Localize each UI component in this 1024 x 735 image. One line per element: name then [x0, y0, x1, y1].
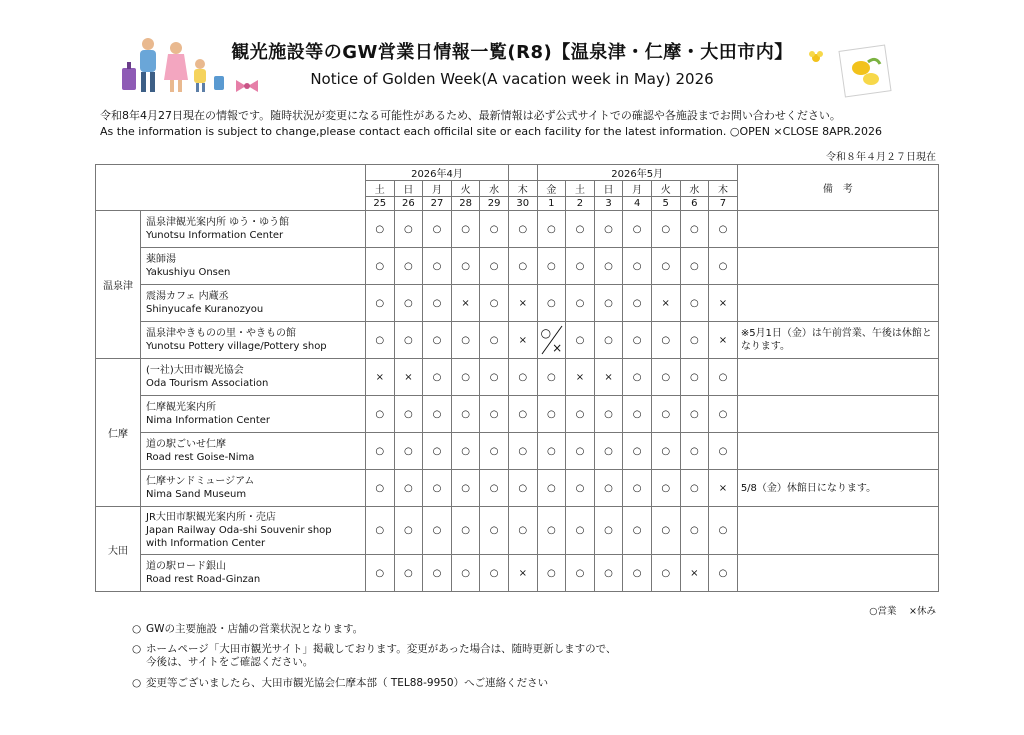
status-mark: ○: [423, 285, 452, 322]
status-mark: ○: [480, 285, 509, 322]
table-row: [96, 359, 939, 396]
status-mark: ○: [594, 211, 623, 248]
blank-header-cell: [96, 165, 366, 211]
status-mark: ○: [451, 248, 480, 285]
status-mark: ○: [680, 470, 709, 507]
facility-name-line: 温泉津観光案内所 ゆう・ゆう館: [146, 217, 290, 228]
status-mark: ○: [480, 433, 509, 470]
status-mark: ○: [651, 211, 680, 248]
may-header: 2026年5月: [537, 165, 737, 181]
bullet-icon: ○: [132, 677, 142, 689]
date-cell: 25: [366, 197, 395, 211]
status-mark: ○: [623, 555, 652, 592]
facility-name-line: Oda Tourism Association: [146, 378, 269, 389]
status-mark: ○: [594, 555, 623, 592]
status-mark: ○: [623, 359, 652, 396]
status-mark: ○: [394, 211, 423, 248]
facility-name: [141, 470, 366, 507]
status-mark: ×: [651, 285, 680, 322]
status-mark: ○: [394, 322, 423, 359]
status-mark: ○: [423, 248, 452, 285]
status-mark: ○: [508, 211, 537, 248]
remark-cell: [737, 555, 938, 592]
table-row: [96, 555, 939, 592]
remarks-header: 備 考: [737, 165, 938, 211]
facility-name-line: Yunotsu Information Center: [146, 230, 284, 241]
bullet-icon: ○: [132, 623, 142, 635]
status-mark: ○: [651, 322, 680, 359]
table-row: [96, 470, 939, 507]
date-cell: 27: [423, 197, 452, 211]
status-mark: ○: [594, 507, 623, 555]
facility-name-line: Japan Railway Oda-shi Souvenir shop: [146, 525, 332, 536]
status-mark: ○: [366, 507, 395, 555]
remark-cell: [737, 396, 938, 433]
status-mark: ○: [508, 507, 537, 555]
status-mark: ○: [480, 396, 509, 433]
status-mark: ○: [709, 211, 738, 248]
status-mark: ○: [366, 248, 395, 285]
status-mark-am: ○: [540, 326, 552, 340]
page-subtitle: Notice of Golden Week(A vacation week in May) 2026: [310, 70, 714, 88]
footer-note-text: 今後は、サイトをご確認ください。: [146, 656, 314, 668]
status-mark: ○: [394, 433, 423, 470]
status-mark: ○: [366, 555, 395, 592]
date-cell: 3: [594, 197, 623, 211]
facility-name: [141, 555, 366, 592]
status-mark: ○: [566, 507, 595, 555]
weekday-cell: 金: [537, 181, 566, 197]
april-header: 2026年4月: [366, 165, 509, 181]
weekday-cell: 木: [508, 181, 537, 197]
status-mark: ○: [451, 359, 480, 396]
status-mark: ×: [508, 322, 537, 359]
status-mark: ○: [623, 396, 652, 433]
status-mark: ○: [709, 359, 738, 396]
table-row: [96, 433, 939, 470]
legend: ○営業 ×休み: [869, 606, 936, 617]
status-mark: ×: [709, 322, 738, 359]
status-mark: ○: [623, 507, 652, 555]
status-mark: ○: [480, 211, 509, 248]
weekday-cell: 水: [480, 181, 509, 197]
status-mark: ○: [594, 322, 623, 359]
footer-note-text: ホームページ「大田市観光サイト」掲載しております。変更があった場合は、随時更新しますので、: [146, 643, 617, 655]
status-mark: ○: [394, 555, 423, 592]
status-mark: ○: [480, 322, 509, 359]
status-mark: ○: [451, 470, 480, 507]
status-mark: ○: [537, 211, 566, 248]
status-mark: ○: [651, 248, 680, 285]
status-mark: ○: [651, 396, 680, 433]
facility-name-line: Road rest Road-Ginzan: [146, 574, 261, 585]
weekday-cell: 土: [366, 181, 395, 197]
status-mark: ○: [651, 433, 680, 470]
status-mark: ○: [651, 555, 680, 592]
table-row: [96, 507, 939, 555]
facility-name-line: 薬師湯: [146, 254, 176, 265]
date-cell: 6: [680, 197, 709, 211]
status-mark: ○: [423, 470, 452, 507]
status-mark: ○: [651, 507, 680, 555]
status-mark: ○: [451, 555, 480, 592]
status-mark: ○: [680, 322, 709, 359]
weekday-cell: 月: [623, 181, 652, 197]
status-mark: ○: [566, 555, 595, 592]
status-mark: ○: [566, 433, 595, 470]
facility-name: [141, 285, 366, 322]
status-mark: ○: [394, 507, 423, 555]
status-mark: ×: [680, 555, 709, 592]
notice-japanese: 令和8年4月27日現在の情報です。随時状況が変更になる可能性があるため、最新情報は必ず公式サイトでの確認や各施設までお問い合わせください。: [100, 109, 841, 122]
facility-name-line: 仁摩サンドミュージアム: [146, 476, 255, 487]
status-mark: ○: [423, 322, 452, 359]
status-mark: ○: [651, 470, 680, 507]
status-mark: ○: [566, 470, 595, 507]
facility-name: [141, 359, 366, 396]
date-cell: 7: [709, 197, 738, 211]
facility-name-line: 震湯カフェ 内蔵丞: [146, 291, 229, 302]
facility-name-line: JR大田市駅観光案内所・売店: [146, 512, 276, 523]
footer-note-text: GWの主要施設・店舗の営業状況となります。: [146, 623, 364, 635]
table-row: [96, 211, 939, 248]
weekday-cell: 火: [451, 181, 480, 197]
notice-english: As the information is subject to change,please contact each officilal site or each facility for the latest information. ○OPEN ×CLOSE 8APR.2026: [100, 125, 883, 138]
status-mark: ×: [394, 359, 423, 396]
status-mark: ○: [508, 248, 537, 285]
status-mark: ○: [651, 359, 680, 396]
status-mark: ○: [394, 285, 423, 322]
facility-name-line: Nima Sand Museum: [146, 489, 247, 500]
status-mark: ○: [623, 211, 652, 248]
remark-cell: [737, 507, 938, 555]
month-header-row: [96, 165, 939, 181]
remark-cell: [737, 211, 938, 248]
status-mark: ○: [451, 433, 480, 470]
status-mark: ×: [709, 470, 738, 507]
status-mark: ○: [680, 507, 709, 555]
weekday-cell: 水: [680, 181, 709, 197]
facility-name-line: 道の駅ごいせ仁摩: [146, 439, 226, 450]
facility-name: [141, 433, 366, 470]
status-mark: ○: [537, 555, 566, 592]
status-mark: ×: [366, 359, 395, 396]
status-mark: ○: [394, 396, 423, 433]
remark-cell: [737, 285, 938, 322]
status-mark: ○: [480, 359, 509, 396]
status-mark: ○: [480, 470, 509, 507]
status-mark: ○: [480, 248, 509, 285]
facility-name-line: 温泉津やきものの里・やきもの館: [146, 328, 296, 339]
page-title: 観光施設等のGW営業日情報一覧(R8)【温泉津・仁摩・大田市内】: [231, 42, 793, 63]
status-mark: ○: [680, 396, 709, 433]
status-mark: ○: [366, 396, 395, 433]
status-mark: ○: [680, 248, 709, 285]
status-mark: ×: [508, 285, 537, 322]
facility-name-line: Shinyucafe Kuranozyou: [146, 304, 264, 315]
status-mark-pm: ×: [552, 341, 563, 355]
remark-cell: [737, 433, 938, 470]
status-mark: ○: [594, 248, 623, 285]
facility-name: [141, 322, 366, 359]
date-cell: 28: [451, 197, 480, 211]
weekday-cell: 日: [394, 181, 423, 197]
status-mark: ○: [709, 396, 738, 433]
facility-name-line: 道の駅ロード銀山: [146, 561, 226, 572]
facility-name-line: 仁摩観光案内所: [146, 402, 216, 413]
status-mark: ○: [366, 470, 395, 507]
facility-name-line: (一社)大田市観光協会: [146, 365, 244, 376]
status-mark: ○: [423, 433, 452, 470]
date-cell: 4: [623, 197, 652, 211]
status-mark: ○: [566, 322, 595, 359]
facility-name-line: with Information Center: [146, 538, 266, 549]
status-mark: ×: [451, 285, 480, 322]
weekday-cell: 火: [651, 181, 680, 197]
status-mark: ○: [451, 396, 480, 433]
remark-cell: [737, 248, 938, 285]
date-cell: 5: [651, 197, 680, 211]
footer-note: [132, 623, 363, 636]
as-of-date: 令和８年４月２７日現在: [826, 152, 936, 163]
status-mark: ○: [423, 555, 452, 592]
status-mark: ○: [480, 555, 509, 592]
status-mark: ○: [566, 396, 595, 433]
status-mark: ○: [537, 396, 566, 433]
status-mark: ○: [423, 396, 452, 433]
status-mark: ○: [537, 359, 566, 396]
status-mark: ○: [594, 285, 623, 322]
status-mark: ○: [709, 555, 738, 592]
table-row: [96, 396, 939, 433]
bullet-icon: ○: [132, 643, 142, 655]
status-mark: ○: [537, 248, 566, 285]
month-gap-cell: [508, 165, 537, 181]
status-mark: ○: [537, 433, 566, 470]
status-mark: ○: [508, 396, 537, 433]
weekday-cell: 木: [709, 181, 738, 197]
facility-name-line: Road rest Goise-Nima: [146, 452, 255, 463]
status-mark: ○: [680, 359, 709, 396]
status-mark: ○: [623, 248, 652, 285]
status-mark: ○: [623, 285, 652, 322]
status-mark: ○: [680, 433, 709, 470]
status-mark: ○: [394, 470, 423, 507]
status-mark: ○: [680, 285, 709, 322]
facility-name-line: Yakushiyu Onsen: [146, 267, 231, 278]
status-split-cell: [537, 322, 566, 359]
status-mark: ○: [594, 433, 623, 470]
date-cell: 1: [537, 197, 566, 211]
status-mark: ○: [366, 433, 395, 470]
status-mark: ○: [537, 470, 566, 507]
facility-name: [141, 248, 366, 285]
status-mark: ○: [709, 507, 738, 555]
status-mark: ○: [566, 211, 595, 248]
date-cell: 26: [394, 197, 423, 211]
status-mark: ○: [451, 322, 480, 359]
status-mark: ○: [451, 211, 480, 248]
weekday-cell: 日: [594, 181, 623, 197]
facility-name-line: Yunotsu Pottery village/Pottery shop: [146, 341, 327, 352]
remark-cell: ※5月1日（金）は午前営業、午後は休館となります。: [737, 322, 938, 359]
status-mark: ○: [423, 211, 452, 248]
status-mark: ○: [594, 396, 623, 433]
status-mark: ○: [623, 470, 652, 507]
area-name: 仁摩: [96, 359, 141, 507]
status-mark: ○: [508, 359, 537, 396]
status-mark: ○: [451, 507, 480, 555]
status-mark: ○: [623, 322, 652, 359]
table-row: [96, 322, 939, 359]
facility-name: [141, 507, 366, 555]
status-mark: ○: [423, 507, 452, 555]
remark-cell: [737, 359, 938, 396]
facility-name-line: Nima Information Center: [146, 415, 271, 426]
status-mark: ○: [366, 285, 395, 322]
status-mark: ×: [566, 359, 595, 396]
status-mark: ○: [566, 248, 595, 285]
status-mark: ○: [394, 248, 423, 285]
status-mark: ○: [537, 285, 566, 322]
date-cell: 2: [566, 197, 595, 211]
status-mark: ○: [537, 507, 566, 555]
footer-note-text: 変更等ございましたら、大田市観光協会仁摩本部（ TEL88-9950）へご連絡ください: [146, 677, 549, 689]
status-mark: ○: [366, 322, 395, 359]
status-mark: ○: [423, 359, 452, 396]
status-mark: ×: [594, 359, 623, 396]
date-cell: 29: [480, 197, 509, 211]
status-mark: ×: [508, 555, 537, 592]
weekday-cell: 月: [423, 181, 452, 197]
facility-name: [141, 211, 366, 248]
status-mark: ○: [709, 248, 738, 285]
status-mark: ○: [594, 470, 623, 507]
status-mark: ○: [480, 507, 509, 555]
status-mark: ○: [623, 433, 652, 470]
date-cell: 30: [508, 197, 537, 211]
business-days-table: [95, 164, 939, 592]
status-mark: ○: [680, 211, 709, 248]
status-mark: ○: [709, 433, 738, 470]
facility-name: [141, 396, 366, 433]
table-row: [96, 285, 939, 322]
remark-cell: 5/8（金）休館日になります。: [737, 470, 938, 507]
status-mark: ○: [566, 285, 595, 322]
footer-note: [132, 677, 548, 690]
table-row: [96, 248, 939, 285]
weekday-cell: 土: [566, 181, 595, 197]
footer-note: [132, 643, 616, 669]
area-name: 大田: [96, 507, 141, 592]
status-mark: ○: [508, 470, 537, 507]
status-mark: ○: [508, 433, 537, 470]
area-name: 温泉津: [96, 211, 141, 359]
status-mark: ○: [366, 211, 395, 248]
status-mark: ×: [709, 285, 738, 322]
